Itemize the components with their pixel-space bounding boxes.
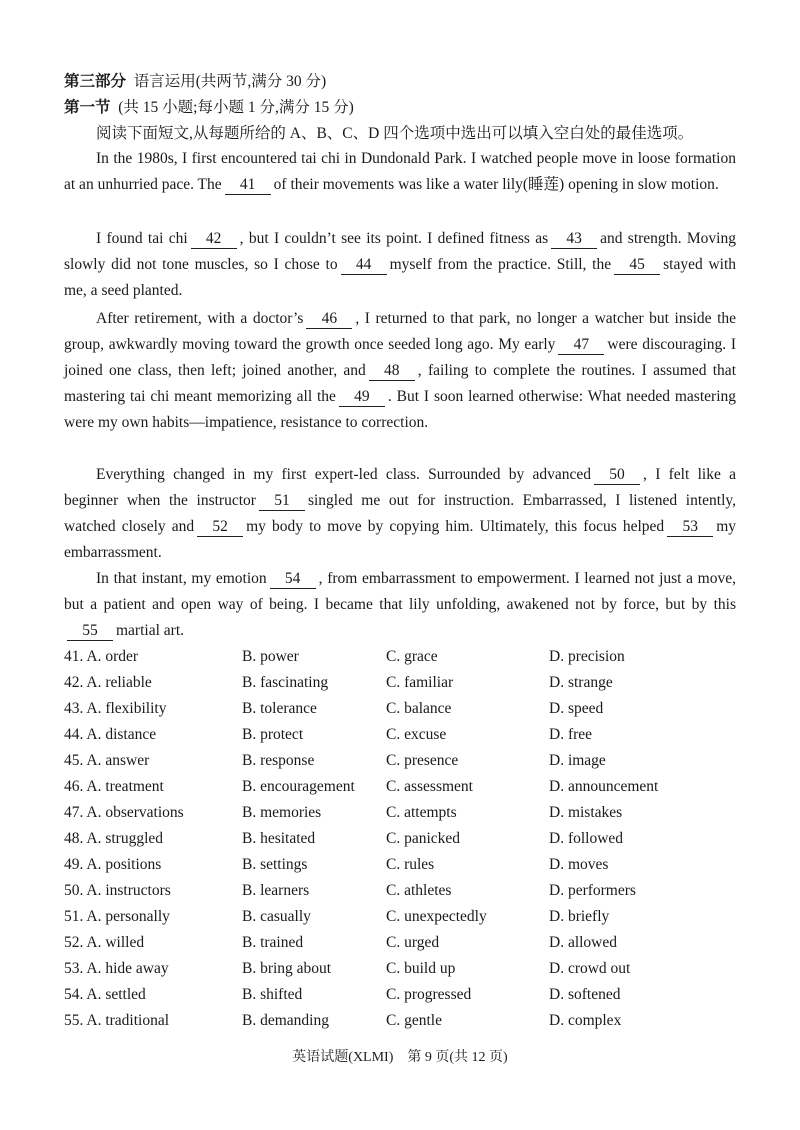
blank-50: 50 [594,466,640,485]
option-d: D. allowed [549,934,618,951]
option-a: 47. A. observations [64,804,184,821]
blank-44: 44 [341,256,387,275]
option-row [64,880,744,906]
option-b: B. settings [242,856,308,873]
option-d: D. speed [549,700,604,717]
subsection-part-label: 第一节 [64,99,111,116]
blank-48: 48 [369,362,415,381]
option-a: 42. A. reliable [64,674,152,691]
blank-54: 54 [270,570,316,589]
option-c: C. assessment [386,778,473,795]
option-row [64,646,744,672]
option-b: B. memories [242,804,322,821]
option-c: C. familiar [386,674,454,691]
blank-53: 53 [667,518,713,537]
option-b: B. power [242,648,299,665]
option-a: 54. A. settled [64,986,146,1003]
option-a: 45. A. answer [64,752,150,769]
option-c: C. build up [386,960,456,977]
option-a: 48. A. struggled [64,830,164,847]
options-list [64,646,744,1036]
section-title: 语言运用(共两节,满分 30 分) [133,73,327,90]
option-d: D. complex [549,1012,622,1029]
option-b: B. hesitated [242,830,316,847]
passage-paragraph-3: After retirement, with a doctor’s 46 , I returned to that park, no longer a watcher but inside the group, awkwardly moving toward the growth once seeded long ago. My early 47 were discouraging. I joined one class, then left; joined another, and 48 , failing to complete the routines. I assumed that mastering tai chi meant memorizing all the 49 . But I soon learned otherwise: What needed mastering were my own habits—impatience, resistance to correction. [64,310,737,431]
subsection-title: (共 15 小题;每小题 1 分,满分 15 分) [118,99,354,116]
option-c: C. presence [386,752,459,769]
option-row [64,984,744,1010]
option-b: B. protect [242,726,304,743]
option-c: C. excuse [386,726,447,743]
option-b: B. bring about [242,960,332,977]
option-a: 50. A. instructors [64,882,171,899]
instruction: 阅读下面短文,从每题所给的 A、B、C、D 四个选项中选出可以填入空白处的最佳选项。 [96,125,694,142]
option-a: 49. A. positions [64,856,162,873]
option-row [64,724,744,750]
option-row [64,776,744,802]
blank-55: 55 [67,622,113,641]
option-a: 52. A. willed [64,934,145,951]
option-d: D. precision [549,648,625,665]
blank-47: 47 [558,336,604,355]
option-d: D. softened [549,986,621,1003]
subsection-header [64,98,354,118]
blank-43: 43 [551,230,597,249]
option-b: B. trained [242,934,304,951]
option-c: C. unexpectedly [386,908,487,925]
option-d: D. followed [549,830,624,847]
option-d: D. moves [549,856,609,873]
option-row [64,854,744,880]
option-c: C. grace [386,648,438,665]
blank-52: 52 [197,518,243,537]
option-b: B. learners [242,882,310,899]
passage-paragraph-2: I found tai chi 42 , but I couldn’t see its point. I defined fitness as 43 and strength. Moving slowly did not tone muscles, so I chose to 44 myself from the practice. Still, the 45 stayed with me, a seed planted. [64,230,736,299]
option-a: 53. A. hide away [64,960,169,977]
option-d: D. strange [549,674,613,691]
option-d: D. image [549,752,606,769]
option-d: D. free [549,726,593,743]
blank-41: 41 [225,176,271,195]
option-c: C. attempts [386,804,457,821]
option-row [64,906,744,932]
option-d: D. announcement [549,778,659,795]
section-part-label: 第三部分 [64,73,127,90]
option-c: C. progressed [386,986,472,1003]
passage-paragraph-5: In that instant, my emotion 54 , from embarrassment to empowerment. I learned not just a move, but a patient and open way of being. I became that lily unfolding, awakened not by force, but by this55 martial art. [64,570,736,639]
option-row [64,958,744,984]
option-c: C. panicked [386,830,461,847]
blank-42: 42 [191,230,237,249]
option-d: D. mistakes [549,804,623,821]
option-a: 44. A. distance [64,726,157,743]
option-c: C. balance [386,700,452,717]
option-b: B. shifted [242,986,303,1003]
option-d: D. performers [549,882,636,899]
page-footer: 英语试题(XLMI) 第 9 页(共 12 页) [292,1050,508,1065]
passage-paragraph-4: Everything changed in my first expert-led class. Surrounded by advanced 50 , I felt like a beginner when the instructor 51 singled me out for instruction. Embarrassed, I listened intently, watched closely and 52 my body to move by copying him. Ultimately, this focus helped 53 my embarrassment. [64,466,736,561]
option-b: B. tolerance [242,700,317,717]
option-d: D. briefly [549,908,610,925]
option-b: B. encouragement [242,778,355,795]
option-b: B. casually [242,908,311,925]
section-header [64,72,326,92]
option-row [64,828,744,854]
blank-51: 51 [259,492,305,511]
option-c: C. rules [386,856,435,873]
option-c: C. gentle [386,1012,442,1029]
option-a: 55. A. traditional [64,1012,170,1029]
option-row [64,802,744,828]
blank-46: 46 [306,310,352,329]
option-c: C. urged [386,934,440,951]
blank-45: 45 [614,256,660,275]
option-row [64,698,744,724]
option-a: 43. A. flexibility [64,700,167,717]
option-b: B. fascinating [242,674,329,691]
blank-49: 49 [339,388,385,407]
option-d: D. crowd out [549,960,631,977]
option-row [64,932,744,958]
option-row [64,1010,744,1036]
option-b: B. response [242,752,315,769]
option-a: 46. A. treatment [64,778,164,795]
passage-paragraph-1: In the 1980s, I first encountered tai chi in Dundonald Park. I watched people move in loose formation at an unhurried pace. The 41 of their movements was like a water lily(睡莲) opening in slow motion. [64,150,736,193]
option-b: B. demanding [242,1012,329,1029]
option-row [64,672,744,698]
option-a: 51. A. personally [64,908,170,925]
option-c: C. athletes [386,882,452,899]
option-row [64,750,744,776]
option-a: 41. A. order [64,648,139,665]
